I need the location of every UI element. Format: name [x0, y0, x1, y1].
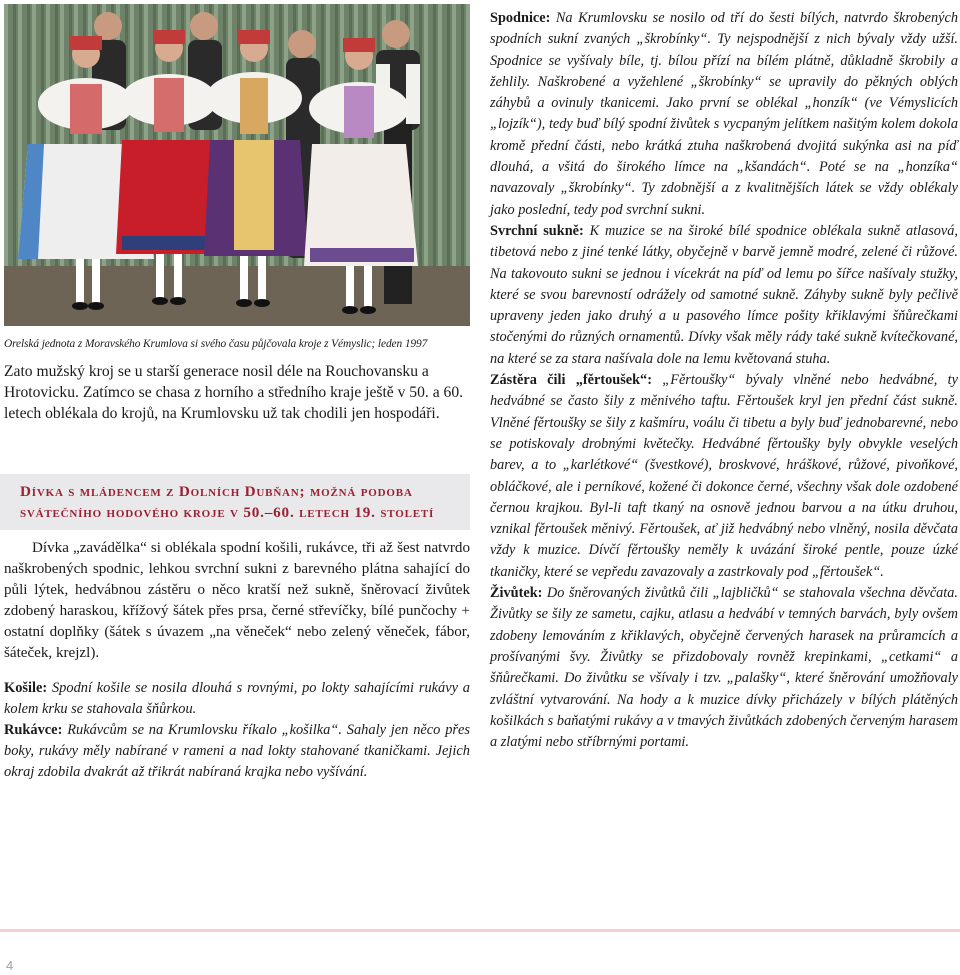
entry-term: Rukávce:: [4, 722, 63, 738]
photo-caption: Orelská jednota z Moravského Krumlova si svého času půjčovala kroje z Vémyslic; leden 1997: [4, 338, 428, 350]
entry-text: Na Krumlovsku se nosilo od tří do šesti bílých, natvrdo škrobených spodních sukní zvaných „škrobínky“. Ty nejspodnější z nich bývaly vždy užší. Spodnice se vyšívaly bíle, tj. bílou přízí na bílém plátně, důkladně škrobily a žehlily. Naškrobené a vyžehlené „škrobínky“ se upravily do pěkných oblých záhybů a ovinuly tkanicemi. Jako první se oblékal „honzík“ (ve Vémyslicích „lojzík“), tedy buď bílý spodní živůtek s vycpaným jelítkem našitým kolem dokola kromě přední části, nebo krátká ztuha naškrobená dvojitá sukýnka asi na píď dlouhá, a všitá do širokého límce na „kšandách“. Poté se na „honzíka“ navazovaly „škrobínky“. Ty zdobnější a z kvalitnějších látek se vždy oblékaly jako poslední, tedy pod svrchní sukni.: [490, 10, 958, 218]
entry-term: Živůtek:: [490, 585, 543, 602]
left-column: [4, 4, 470, 783]
right-column: [490, 8, 958, 753]
entry-svrchni-sukne: [490, 221, 958, 370]
entry-zivutek: [490, 583, 958, 753]
folk-costume-group-photo: [4, 4, 470, 326]
entry-term: Spodnice:: [490, 10, 551, 26]
entry-text: Spodní košile se nosila dlouhá s rovnými, po lokty sahajícími rukávy a kolem krku se stahovala šňůrkou.: [4, 680, 470, 717]
entry-spodnice: [490, 8, 958, 221]
page-number: 4: [6, 958, 14, 973]
footer-divider: [0, 929, 960, 932]
entry-term: Zástěra čili „fěrtoušek“:: [490, 372, 652, 389]
entry-term: Svrchní sukně:: [490, 222, 584, 239]
entry-text: Do šněrovaných živůtků čili „lajbličků“ se stahovala všechna děvčata. Živůtky se šily ze sametu, cajku, atlasu a hedvábí v temných barvách, byly ovšem zdobeny lemováním z křiklavých, obyčejně červených harasek na průramcích a prošívanými švy. Živůtky se přizdobovaly rovněž krepinkami, „cetkami“ a šňůrečkami. Do živůtku se všívaly i tzv. „palašky“, které šněrování umožňovaly zvláštní vytvarování. Na hody a k muzice dívky přicházely v bílých plátěných košilkách s baňatými rukávy a v tmavých živůtkách zdobených červeným harasem a zlatými nebo stříbrnými portami.: [490, 585, 959, 751]
entry-text: „Fěrtoušky“ bývaly vlněné nebo hedvábné, ty hedvábné se často šily z měnivého taftu. Fěrtoušek kryl jen přední část sukně. Vlněné fěrtoušky se šily z kašmíru, voálu či tibetu a byly buď jednobarevné, nebo se potiskovaly drobnými květečky. Hedvábné fěrtoušky byly obvykle veselých barev, a to „karlétkové“ (švestkové), broskvové, hráškové, růžové, pivoňkové, obláčkové, ale i perníkové, kožené či dokonce černé, všechny však dole ozdobené černou krajkou. Byl-li taft tkaný na osnově jednou barvou a na útku druhou, vznikal fěrtoušek měnivý. Fěrtoušek, ať již hedvábný nebo vlněný, nosila děvčata vždy k muzice. Dívčí fěrtoušky neměly k uvázání široké pentle, pouze úzké tkaničky, které se vepředu zavazovaly a zastrkovaly pod „fěrtoušek“.: [490, 372, 958, 580]
entry-zastera: [490, 370, 958, 583]
section-heading: Dívka s mládencem z Dolních Dubňan; možná podoba svátečního hodového kroje v 50.–60. letech 19. století: [0, 474, 470, 530]
entry-kosile: [4, 678, 470, 720]
entry-text: Rukávcům se na Krumlovsku říkalo „košilka“. Sahaly jen něco přes boky, rukávy měly nabírané v rameni a nad lokty stahované tkaničkami. Jejich okraj zdobila dvakrát až třikrát nabíraná krajka nebo vyšívání.: [4, 722, 470, 780]
entry-term: Košile:: [4, 680, 48, 696]
entry-text: K muzice se na široké bílé spodnice oblékala sukně atlasová, tibetová nebo z jiné tenké látky, obyčejně v barvě jemně modré, zelené či růžové. Na takovouto sukni se jednou i vícekrát na píď od lemu po šířce našívaly stužky, které se svou barevností odrážely od samotné sukně. Záhyby sukně byly pečlivě upraveny jeden jako druhý a u pasového límce pošity křiklavými šňůrečkami stočenými do různých ornamentů. Dívky však měly rády také sukně kvítečkované, na které se za stara našívala dole na lemu květovaná stuha.: [490, 222, 958, 367]
body-paragraph: Dívka „zavádělka“ si oblékala spodní košili, rukávce, tři až šest natvrdo naškrobených spodnic, lehkou svrchní sukni z barevného plátna sahající do půli lýtek, hedvábnou zástěru o něco kratší než sukně, šněrovací živůtek zdobený haraskou, křížový šátek přes prsa, černé střevíčky, bílé punčochy + ostatní doplňky (šátek s úvazem „na věneček“ nebo zelený věneček, fábor, šáteček, krejzl).: [4, 540, 470, 661]
entry-rukavce: [4, 720, 470, 783]
intro-paragraph: Zato mužský kroj se u starší generace nosil déle na Rouchovansku a Hrotovicku. Zatímco se chasa z horního a středního kraje ještě v 50. a 60. letech oblékala do krojů, na Krumlovsku už tak chodili jen hospodáři.: [4, 363, 464, 422]
